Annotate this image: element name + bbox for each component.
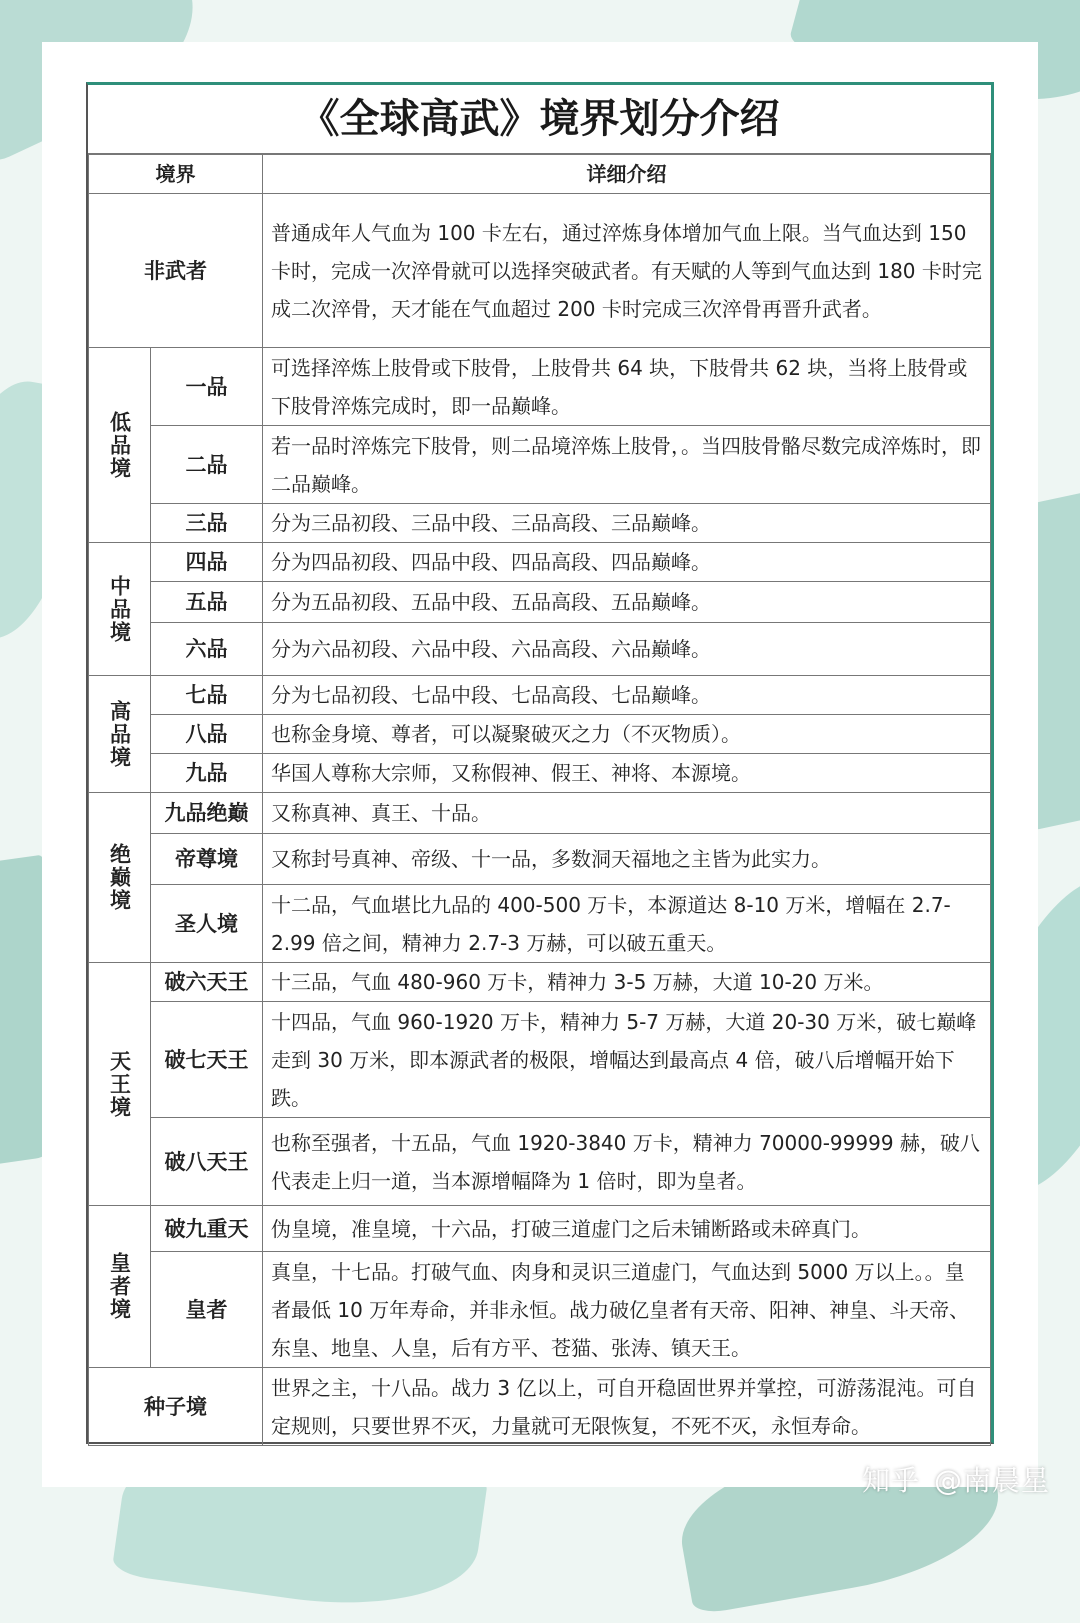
- table-row: [89, 1368, 991, 1446]
- realm-desc: 也称金身境、尊者，可以凝聚破灭之力（不灭物质）。: [263, 715, 991, 754]
- realm-desc: 真皇，十七品。打破气血、肉身和灵识三道虚门，气血达到 5000 万以上。。皇者最低 10 万年寿命，并非永恒。战力破亿皇者有天帝、阳神、神皇、斗天帝、东皇、地皇、人皇，后有方平、苍猫、张涛、镇天王。: [263, 1252, 991, 1368]
- table-row: [89, 885, 991, 963]
- realm-label: 圣人境: [151, 885, 263, 963]
- realm-label: 种子境: [89, 1368, 263, 1446]
- realm-label: 破九重天: [151, 1206, 263, 1252]
- table-row: [89, 623, 991, 676]
- realm-desc: 分为七品初段、七品中段、七品高段、七品巅峰。: [263, 676, 991, 715]
- realm-desc: 分为三品初段、三品中段、三品高段、三品巅峰。: [263, 504, 991, 543]
- table-row: [89, 1206, 991, 1252]
- realm-label: 非武者: [89, 194, 263, 348]
- page-title: 《全球高武》境界划分介绍: [88, 85, 991, 154]
- header-realm: 境界: [89, 155, 263, 194]
- realm-desc: 又称真神、真王、十品。: [263, 793, 991, 834]
- realm-group: 天王境: [89, 963, 151, 1206]
- realm-desc: 十二品，气血堪比九品的 400-500 万卡，本源道达 8-10 万米，增幅在 2.7-2.99 倍之间，精神力 2.7-3 万赫，可以破五重天。: [263, 885, 991, 963]
- table-row: [89, 426, 991, 504]
- table-row: [89, 715, 991, 754]
- realm-label: 八品: [151, 715, 263, 754]
- realm-desc: 普通成年人气血为 100 卡左右，通过淬炼身体增加气血上限。当气血达到 150 卡时，完成一次淬骨就可以选择突破武者。有天赋的人等到气血达到 180 卡时完成二次淬骨，天才能在气血超过 200 卡时完成三次淬骨再晋升武者。: [263, 194, 991, 348]
- realm-table: [88, 154, 991, 1446]
- realm-label: 五品: [151, 582, 263, 623]
- realm-desc: 可选择淬炼上肢骨或下肢骨，上肢骨共 64 块，下肢骨共 62 块，当将上肢骨或下肢骨淬炼完成时，即一品巅峰。: [263, 348, 991, 426]
- realm-label: 三品: [151, 504, 263, 543]
- realm-label: 破六天王: [151, 963, 263, 1002]
- realm-label: 九品: [151, 754, 263, 793]
- realm-desc: 分为四品初段、四品中段、四品高段、四品巅峰。: [263, 543, 991, 582]
- realm-desc: 若一品时淬炼完下肢骨，则二品境淬炼上肢骨，。当四肢骨骼尽数完成淬炼时，即二品巅峰。: [263, 426, 991, 504]
- realm-desc: 华国人尊称大宗师，又称假神、假王、神将、本源境。: [263, 754, 991, 793]
- table-row: [89, 754, 991, 793]
- table-row: [89, 1118, 991, 1206]
- realm-label: 二品: [151, 426, 263, 504]
- table-row: [89, 963, 991, 1002]
- realm-group: 高品境: [89, 676, 151, 793]
- realm-group: 中品境: [89, 543, 151, 676]
- realm-desc: 分为五品初段、五品中段、五品高段、五品巅峰。: [263, 582, 991, 623]
- realm-label: 九品绝巅: [151, 793, 263, 834]
- table-row: [89, 1252, 991, 1368]
- realm-label: 四品: [151, 543, 263, 582]
- watermark-author: @南晨星: [933, 1464, 1050, 1497]
- realm-group: 低品境: [89, 348, 151, 543]
- realm-label: 六品: [151, 623, 263, 676]
- table-header-row: [89, 155, 991, 194]
- realm-desc: 分为六品初段、六品中段、六品高段、六品巅峰。: [263, 623, 991, 676]
- table-row: [89, 676, 991, 715]
- zhihu-logo: 知乎: [861, 1464, 920, 1497]
- table-row: [89, 348, 991, 426]
- realm-label: 破七天王: [151, 1002, 263, 1118]
- realm-label: 七品: [151, 676, 263, 715]
- realm-label: 帝尊境: [151, 834, 263, 885]
- realm-desc: 世界之主，十八品。战力 3 亿以上，可自开稳固世界并掌控，可游荡混沌。可自定规则，只要世界不灭，力量就可无限恢复，不死不灭，永恒寿命。: [263, 1368, 991, 1446]
- table-row: [89, 543, 991, 582]
- realm-desc: 又称封号真神、帝级、十一品，多数洞天福地之主皆为此实力。: [263, 834, 991, 885]
- table-row: [89, 194, 991, 348]
- table-row: [89, 793, 991, 834]
- table-row: [89, 504, 991, 543]
- realm-label: 破八天王: [151, 1118, 263, 1206]
- watermark: [862, 1459, 1050, 1499]
- realm-desc: 伪皇境，准皇境，十六品，打破三道虚门之后未铺断路或未碎真门。: [263, 1206, 991, 1252]
- realm-group: 皇者境: [89, 1206, 151, 1368]
- realm-document: [86, 82, 994, 1444]
- realm-group: 绝巅境: [89, 793, 151, 963]
- table-row: [89, 1002, 991, 1118]
- realm-desc: 也称至强者，十五品，气血 1920-3840 万卡，精神力 70000-99999 赫，破八代表走上归一道，当本源增幅降为 1 倍时，即为皇者。: [263, 1118, 991, 1206]
- table-row: [89, 834, 991, 885]
- header-detail: 详细介绍: [263, 155, 991, 194]
- realm-desc: 十四品，气血 960-1920 万卡，精神力 5-7 万赫，大道 20-30 万米，破七巅峰走到 30 万米，即本源武者的极限，增幅达到最高点 4 倍，破八后增幅开始下跌。: [263, 1002, 991, 1118]
- realm-desc: 十三品，气血 480-960 万卡，精神力 3-5 万赫，大道 10-20 万米。: [263, 963, 991, 1002]
- realm-label: 皇者: [151, 1252, 263, 1368]
- table-row: [89, 582, 991, 623]
- realm-label: 一品: [151, 348, 263, 426]
